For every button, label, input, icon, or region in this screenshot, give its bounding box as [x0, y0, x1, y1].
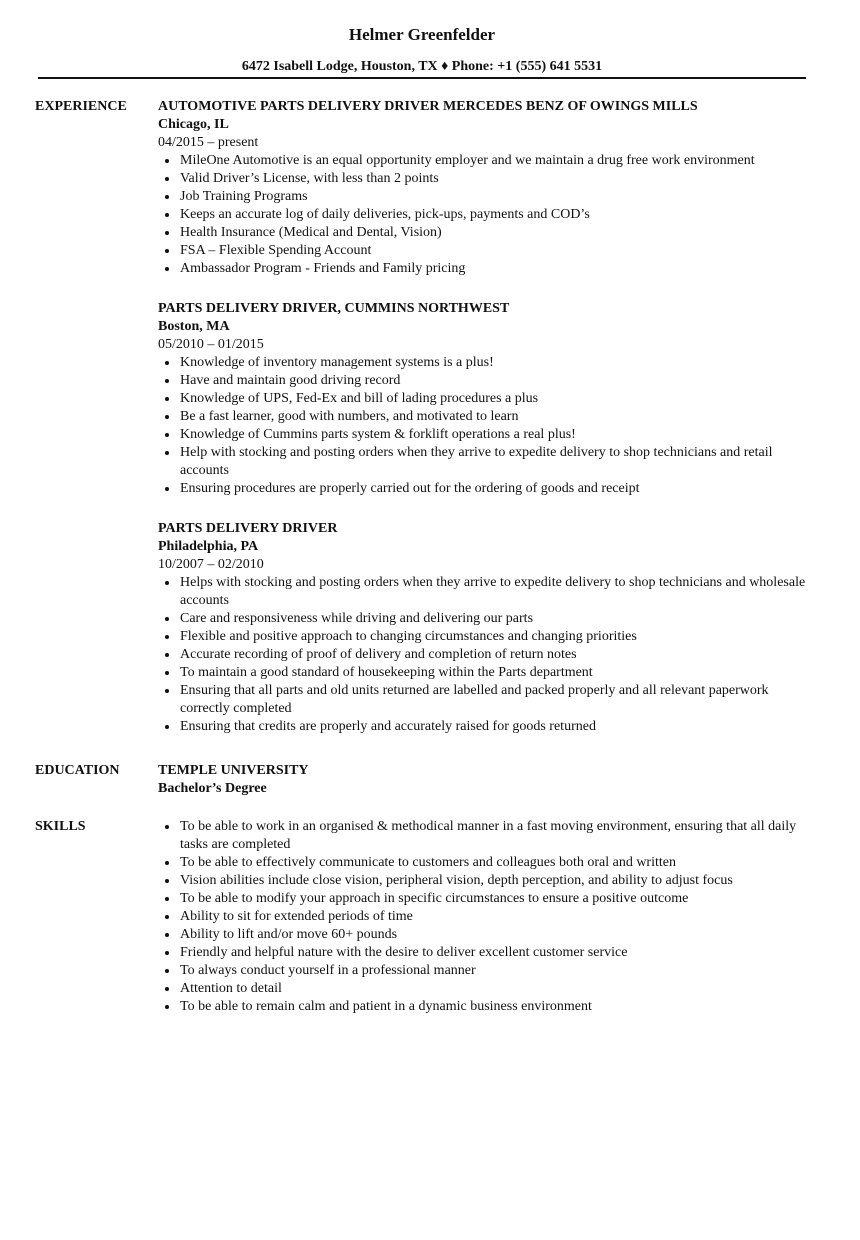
list-item: Keeps an accurate log of daily deliveries, pick-ups, payments and COD’s [180, 206, 818, 224]
list-item: Knowledge of Cummins parts system & forklift operations a real plus! [180, 426, 818, 444]
job-dates: 05/2010 – 01/2015 [158, 337, 264, 352]
list-item: Be a fast learner, good with numbers, and motivated to learn [180, 408, 818, 426]
list-item: Care and responsiveness while driving and delivering our parts [180, 610, 818, 628]
job-dates: 10/2007 – 02/2010 [158, 557, 264, 572]
education-entry [158, 762, 818, 798]
list-item: Ensuring that all parts and old units returned are labelled and packed properly and all relevant paperwork correctly completed [180, 682, 818, 718]
skill-item: To be able to effectively communicate to customers and colleagues both oral and written [180, 854, 818, 872]
list-item: Valid Driver’s License, with less than 2 points [180, 170, 818, 188]
job-bullets [158, 574, 818, 736]
list-item: Have and maintain good driving record [180, 372, 818, 390]
skill-item: Ability to sit for extended periods of time [180, 908, 818, 926]
list-item: To maintain a good standard of housekeeping within the Parts department [180, 664, 818, 682]
list-item: Ensuring that credits are properly and accurately raised for goods returned [180, 718, 818, 736]
header-divider [38, 77, 806, 79]
skill-item: To be able to modify your approach in specific circumstances to ensure a positive outcome [180, 890, 818, 908]
list-item: Health Insurance (Medical and Dental, Vision) [180, 224, 818, 242]
list-item: Accurate recording of proof of delivery and completion of return notes [180, 646, 818, 664]
job-title: AUTOMOTIVE PARTS DELIVERY DRIVER MERCEDES BENZ OF OWINGS MILLS [158, 99, 698, 114]
list-item: Helps with stocking and posting orders when they arrive to expedite delivery to shop technicians and wholesale accounts [180, 574, 818, 610]
skills-list-container [158, 818, 818, 1016]
section-label-experience: EXPERIENCE [35, 99, 127, 114]
contact-line: 6472 Isabell Lodge, Houston, TX ♦ Phone: +1 (555) 641 5531 [241, 59, 603, 74]
candidate-name: Helmer Greenfelder [348, 25, 496, 44]
list-item: Flexible and positive approach to changing circumstances and changing priorities [180, 628, 818, 646]
job-1 [158, 98, 818, 278]
skills-list [158, 818, 818, 1016]
job-bullets [158, 354, 818, 498]
skill-item: To always conduct yourself in a professional manner [180, 962, 818, 980]
section-label-skills: SKILLS [35, 819, 86, 834]
section-label-education: EDUCATION [35, 763, 120, 778]
list-item: Ambassador Program - Friends and Family pricing [180, 260, 818, 278]
skill-item: Attention to detail [180, 980, 818, 998]
list-item: Help with stocking and posting orders when they arrive to expedite delivery to shop technicians and retail accounts [180, 444, 818, 480]
job-location: Boston, MA [158, 319, 230, 334]
skill-item: Friendly and helpful nature with the desire to deliver excellent customer service [180, 944, 818, 962]
degree: Bachelor’s Degree [158, 781, 267, 796]
skill-item: To be able to work in an organised & methodical manner in a fast moving environment, ensuring that all daily tasks are completed [180, 818, 818, 854]
job-location: Chicago, IL [158, 117, 229, 132]
job-location: Philadelphia, PA [158, 539, 259, 554]
job-3 [158, 520, 818, 736]
skill-item: To be able to remain calm and patient in a dynamic business environment [180, 998, 818, 1016]
list-item: Knowledge of inventory management systems is a plus! [180, 354, 818, 372]
list-item: Knowledge of UPS, Fed-Ex and bill of lading procedures a plus [180, 390, 818, 408]
job-dates: 04/2015 – present [158, 135, 259, 150]
job-2 [158, 300, 818, 498]
job-title: PARTS DELIVERY DRIVER [158, 521, 338, 536]
job-title: PARTS DELIVERY DRIVER, CUMMINS NORTHWEST [158, 301, 510, 316]
list-item: FSA – Flexible Spending Account [180, 242, 818, 260]
school-name: TEMPLE UNIVERSITY [158, 763, 309, 778]
list-item: Job Training Programs [180, 188, 818, 206]
list-item: MileOne Automotive is an equal opportunity employer and we maintain a drug free work environment [180, 152, 818, 170]
skill-item: Ability to lift and/or move 60+ pounds [180, 926, 818, 944]
job-bullets [158, 152, 818, 278]
skill-item: Vision abilities include close vision, peripheral vision, depth perception, and ability to adjust focus [180, 872, 818, 890]
list-item: Ensuring procedures are properly carried out for the ordering of goods and receipt [180, 480, 818, 498]
